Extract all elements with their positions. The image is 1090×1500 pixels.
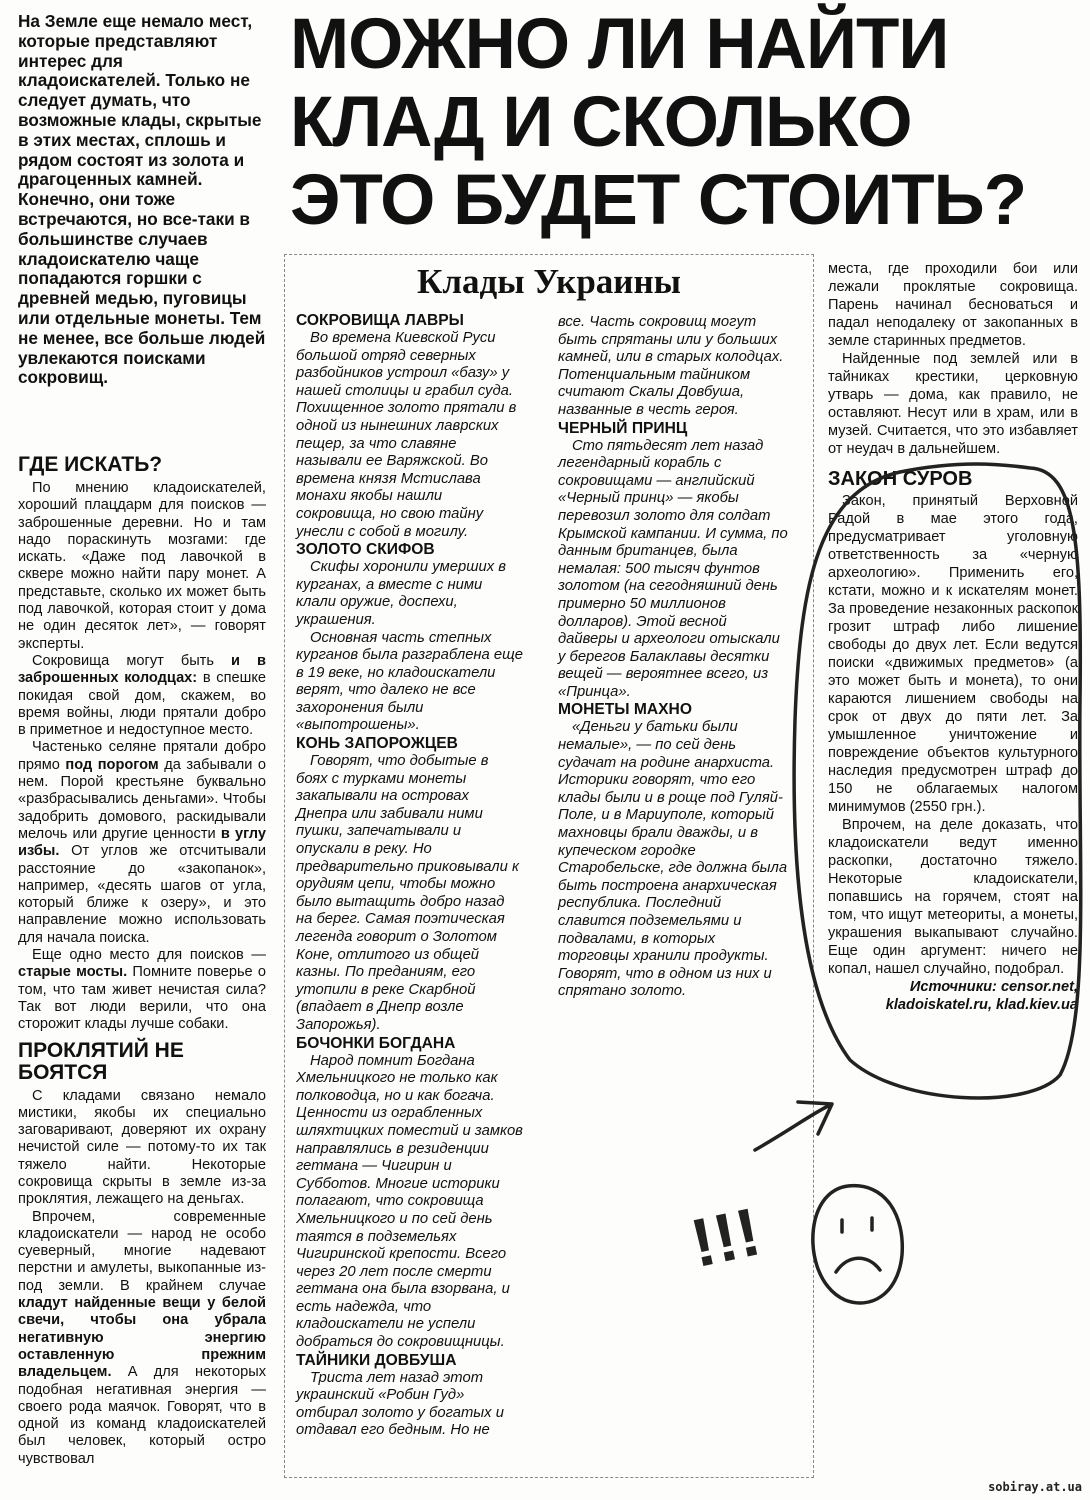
- box-paragraph-continued: все. Часть сокровищ могут быть спрятаны или у больших камней, или в старых колодцах. Потенциальным тайником считают Скалы Довбуша, названные в честь героя.: [558, 314, 784, 418]
- paragraph: Впрочем, на деле доказать, что кладоискатели ведут именно раскопки, достаточно тяжело. Некоторые кладоискатели, попавшись на горячем, стоят на том, что ищут метеориты, а монеты, украшения выкапывают случайно. Еще один аргумент: ничего не копал, нашел случайно, подобрал.: [828, 817, 1078, 977]
- box-paragraph: Во времена Киевской Руси большой отряд северных разбойников устроил «базу» у нашей столицы и грабил суда. Похищенное золото прятали в одной из нынешних лаврских пещер, за что славяне называли ее Варяжской. Во времена князя Мстислава монахи якобы нашли сокровища, но свою тайну унесли с собой в могилу.: [296, 330, 517, 540]
- box-heading: ТАЙНИКИ ДОВБУША: [296, 1351, 457, 1369]
- box-paragraph: Скифы хоронили умерших в курганах, а вместе с ними клали оружие, доспехи, украшения.: [296, 559, 506, 628]
- lead-paragraph: На Земле еще немало мест, которые представляют интерес для кладоискателей. Только не следует думать, что возможные клады, скрытые в этих местах, сплошь и рядом состоят из золота и драгоценных камней. Конечно, они тоже встречаются, но все-таки в большинстве случаев кладоискателю чаще попадаются горшки с древней медью, пуговицы или отдельные монеты. Тем не менее, все больше людей увлекаются поисками сокровищ.: [18, 11, 266, 388]
- box-heading: СОКРОВИЩА ЛАВРЫ: [296, 312, 464, 329]
- paragraph: С кладами связано немало мистики, якобы их специально заговаривают, доверяют их охрану нечистой силе — потому-то их так тяжело найти. Некоторые сокровища скрыты в земле из-за проклятия, лежащего на деньгах.: [18, 1087, 266, 1208]
- paragraph: По мнению кладоискателей, хороший плацдарм для поисков — заброшенные деревни. Но и там надо пораскинуть мозгами: где искать. «Даже под лавочкой в сквере можно найти пару монет. А представьте, сколько их может быть под лавочкой, которая стоит у дома не один десяток лет», — говорят эксперты.: [18, 480, 266, 652]
- section-heading-where: ГДЕ ИСКАТЬ?: [18, 453, 163, 476]
- box-paragraph: Триста лет назад этот украинский «Робин Гуд» отбирал золото у богатых и отдавал его бедным. Но не: [296, 1369, 504, 1439]
- handdrawn-arrow-icon: [755, 1102, 832, 1150]
- sidebar-box-title: Клады Украины: [417, 262, 681, 301]
- paragraph: Еще одно место для поисков — старые мосты. Помните поверье о том, что там живет нечистая сила? Так вот люди верили, что она сторожит клады лучше собаки.: [18, 947, 266, 1033]
- headline-line-2: КЛАД И СКОЛЬКО: [290, 83, 912, 162]
- paragraph: Частенько селяне прятали добро прямо под порогом да забывали о нем. Порой крестьяне буквально «разбрасывались деньгами». Чтобы задобрить домового, раскидывали мелочь или другие ценности в углу избы. От углов же отсчитывали расстояние до «закопанок», например, «десять шагов от угла, который ближе к озеру», и это направление можно использовать для начала поиска.: [18, 739, 266, 946]
- headline-line-1: МОЖНО ЛИ НАЙТИ: [290, 5, 949, 84]
- handdrawn-exclamation-marks: !!!: [684, 1193, 767, 1283]
- box-heading: КОНЬ ЗАПОРОЖЦЕВ: [296, 735, 458, 753]
- paragraph: места, где проходили бои или лежали проклятые сокровища. Парень начинал бесноваться и падал неподалеку от закопанных в земле старинных предметов.: [828, 261, 1078, 349]
- paragraph: Найденные под землей или в тайниках крестики, церковную утварь — дома, как правило, не оставляют. Несут или в храм, или в музей. Считается, что это избавляет от неудач в дальнейшем.: [828, 351, 1078, 457]
- box-paragraph: Основная часть степных курганов была разграблена еще в 19 веке, но кладоискатели верят, что далеко не все захоронения были «выпотрошены».: [296, 629, 523, 734]
- box-paragraph: Народ помнит Богдана Хмельницкого не только как полководца, но и как богача. Ценности из ограбленных шляхтицких поместий и замков направлялись в резиденции гетмана — Чигирин и Субботов. Многие историки полагают, что сокровища Хмельницкого и по сей день таятся в подземельях Чигиринской крепости. Всего через 20 лет после смерти гетмана она была взорвана, и есть надежда, что кладоискатели не успели добраться до сокровищницы.: [296, 1052, 523, 1351]
- sources: Источники: censor.net, kladoiskatel.ru, klad.kiev.ua: [885, 979, 1078, 1013]
- handdrawn-circle: [794, 464, 1081, 1098]
- box-paragraph: Сто пятьдесят лет назад легендарный корабль с сокровищами — английский «Черный принц» — якобы перевозил золото для солдат Крымской кампании. И сумма, по данным британцев, была немалая: 500 тысяч фунтов золотом (на сегодняшний день примерно 50 миллионов долларов). Этой весной дайверы и археологи отыскали у берегов Балаклавы десятки вещей — вероятнее всего, из «Принца».: [558, 437, 788, 700]
- paragraph: Впрочем, современные кладоискатели — народ не особо суеверный, многие надевают перстни и амулеты, выкопанные из-под земли. В крайнем случае кладут найденные вещи у белой свечи, чтобы она убрала негативную энергию оставленную прежним владельцем. А для некоторых подобная негативная энергия — своего рода маячок. Говорят, что в одной из команд кладоискателей был человек, который остро чувствовал: [18, 1208, 266, 1467]
- box-heading: ЗОЛОТО СКИФОВ: [296, 541, 435, 559]
- paragraph: Сокровища могут быть и в заброшенных колодцах: в спешке покидая свой дом, скажем, во время войны, люди прятали добро в приметное и недоступное место.: [18, 652, 266, 739]
- headline-line-3: ЭТО БУДЕТ СТОИТЬ?: [290, 161, 1027, 240]
- box-paragraph: «Деньги у батьки были немалые», — по сей день судачат на родине анархиста. Историки говорят, что его клады были и в роще под Гуляй-Поле, и в Мариуполе, который махновцы брали дважды, и в купеческом городке Старобельске, где должна была быть построена анархическая республика. Последний славится подземельями и подвалами, в которых торговцы хранили продукты. Говорят, что в одном из них и спрятано золото.: [558, 719, 788, 1000]
- box-heading: МОНЕТЫ МАХНО: [558, 701, 692, 719]
- box-paragraph: Говорят, что добытые в боях с турками монеты закапывали на островах Днепра или забивали ними пушки, запечатывали и опускали в реку. Но предварительно приковывали к орудиям цепи, чтобы можно было вытащить добро назад на берег. Самая поэтическая легенда говорит о Золотом Коне, отлитого из общей казны. По преданиям, его утопили в реке Скарбной (впадает в Днепр возле Запорожья).: [296, 753, 519, 1033]
- section-heading-law: ЗАКОН СУРОВ: [828, 468, 973, 490]
- section-heading-curses: ПРОКЛЯТИЙ НЕ БОЯТСЯ: [18, 1038, 184, 1084]
- box-heading: ЧЕРНЫЙ ПРИНЦ: [558, 419, 688, 437]
- paragraph: Закон, принятый Верховной Радой в мае этого года, предусматривает уголовную ответственность за «черную археологию». Применить его, кстати, можно и к искателям монет. За проведение незаконных раскопок грозит штраф либо лишение свободы до двух лет. Если ведутся поиски «движимых предметов» (а это может быть и монета), то они караются лишением свободы на срок от двух до пяти лет. За умышленное уничтожение и повреждение объектов культурного наследия предусмотрен штраф до 150 не облагаемых налогом минимумов (2550 грн.).: [828, 493, 1078, 815]
- sad-face-icon: [813, 1186, 902, 1303]
- box-heading: БОЧОНКИ БОГДАНА: [296, 1034, 456, 1052]
- watermark: sobiray.at.ua: [988, 1480, 1082, 1494]
